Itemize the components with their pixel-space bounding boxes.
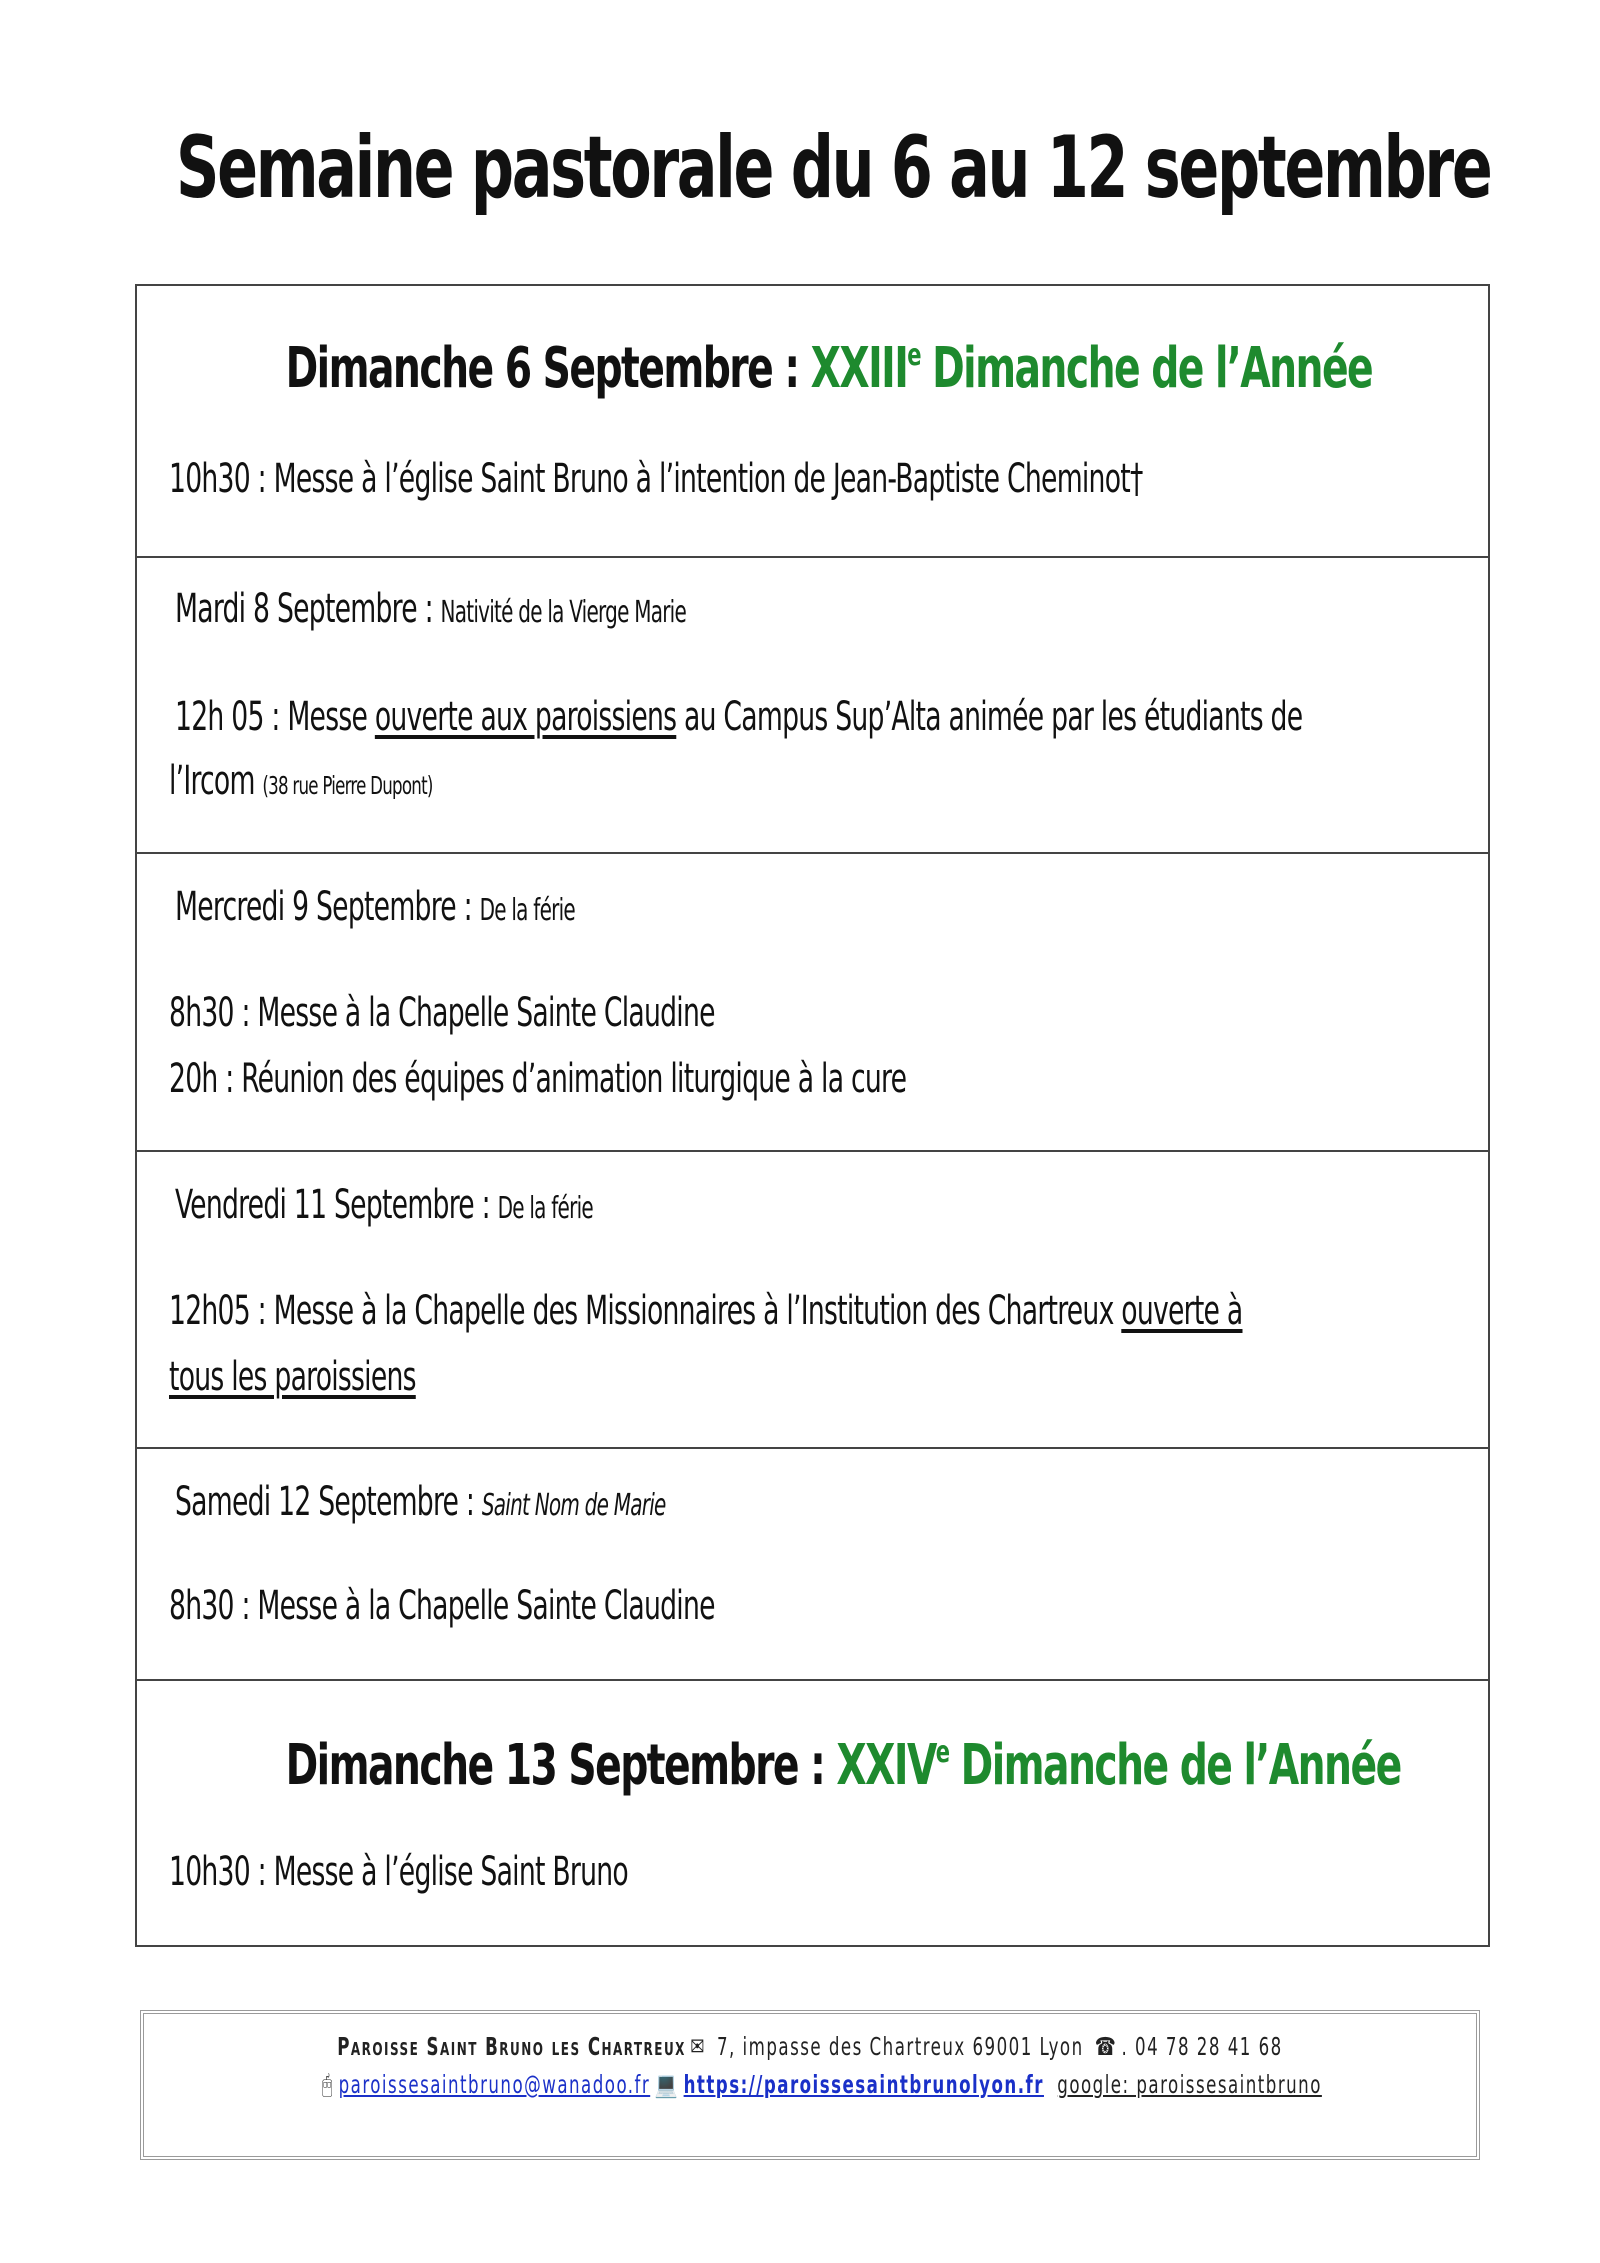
tuesday-8-event-underlined: ouverte aux paroissiens xyxy=(374,694,677,740)
tuesday-8-event xyxy=(175,694,1302,740)
page-title: Semaine pastorale du 6 au 12 septembre xyxy=(176,118,1491,218)
sunday-13-feast-sup: e xyxy=(935,1735,949,1770)
parish-footer xyxy=(140,2010,1480,2160)
email-link[interactable]: paroissesaintbruno@wanadoo.fr xyxy=(338,2070,651,2099)
friday-11-event-start: 12h05 : Messe à la Chapelle des Missionnaires à l’Institution des Chartreux xyxy=(169,1288,1122,1334)
friday-11-event-underlined-1: ouverte à xyxy=(1121,1288,1243,1334)
wednesday-9-heading xyxy=(175,884,575,930)
parish-phone: . 04 78 28 41 68 xyxy=(1121,2032,1283,2061)
section-sunday-13 xyxy=(137,1679,1488,1945)
sunday-13-heading xyxy=(285,1733,1401,1798)
sunday-13-day: Dimanche 13 Septembre : xyxy=(285,1733,837,1798)
section-friday-11 xyxy=(137,1150,1488,1447)
wednesday-9-day: Mercredi 9 Septembre : xyxy=(175,884,480,930)
tuesday-8-event-line2-text: l’Ircom xyxy=(169,758,263,804)
sunday-6-day: Dimanche 6 Septembre : xyxy=(285,336,811,401)
sunday-6-event: 10h30 : Messe à l’église Saint Bruno à l’intention de Jean-Baptiste Cheminot† xyxy=(169,456,1143,502)
sunday-13-feast-text: Dimanche de l’Année xyxy=(948,1733,1401,1798)
mouse-icon: 🖰 xyxy=(321,2070,335,2099)
schedule-table xyxy=(135,284,1490,1947)
footer-line-2 xyxy=(317,2070,1322,2100)
wednesday-9-event-2: 20h : Réunion des équipes d’animation liturgique à la cure xyxy=(169,1056,907,1102)
section-wednesday-9 xyxy=(137,852,1488,1150)
friday-11-event-line2 xyxy=(169,1354,416,1400)
sunday-13-event: 10h30 : Messe à l’église Saint Bruno xyxy=(169,1849,628,1895)
tuesday-8-event-start: 12h 05 : Messe xyxy=(175,694,375,740)
sunday-6-feast-text: Dimanche de l’Année xyxy=(919,336,1373,401)
tuesday-8-heading xyxy=(175,586,686,632)
friday-11-day: Vendredi 11 Septembre : xyxy=(175,1182,498,1228)
tuesday-8-address: (38 rue Pierre Dupont) xyxy=(262,771,433,800)
section-tuesday-8 xyxy=(137,556,1488,852)
friday-11-feast: De la férie xyxy=(497,1191,593,1226)
wednesday-9-feast: De la férie xyxy=(479,893,575,928)
sunday-6-heading xyxy=(285,336,1373,401)
phone-icon: ☎ xyxy=(1094,2032,1118,2061)
footer-line-1 xyxy=(317,2032,1303,2061)
tuesday-8-event-end: au Campus Sup’Alta animée par les étudiants de xyxy=(676,694,1303,740)
section-sunday-6 xyxy=(137,286,1488,556)
sunday-6-feast-sup: e xyxy=(907,338,920,373)
tuesday-8-feast: Nativité de la Vierge Marie xyxy=(440,595,687,630)
computer-icon: 💻 xyxy=(654,2070,680,2099)
saturday-12-event: 8h30 : Messe à la Chapelle Sainte Claudine xyxy=(169,1583,715,1629)
saturday-12-day: Samedi 12 Septembre : xyxy=(175,1479,482,1525)
tuesday-8-event-line2 xyxy=(169,758,433,804)
sunday-6-feast-number: XXIII xyxy=(810,336,908,401)
wednesday-9-event-1: 8h30 : Messe à la Chapelle Sainte Claudine xyxy=(169,990,715,1036)
friday-11-event-underlined-2: tous les paroissiens xyxy=(169,1354,416,1400)
sunday-13-feast xyxy=(836,1733,1400,1798)
section-saturday-12 xyxy=(137,1447,1488,1679)
saturday-12-heading xyxy=(175,1479,666,1525)
friday-11-heading xyxy=(175,1182,593,1228)
google-search-text: google: paroissesaintbruno xyxy=(1057,2070,1322,2099)
friday-11-event xyxy=(169,1288,1242,1334)
tuesday-8-day: Mardi 8 Septembre : xyxy=(175,586,441,632)
sunday-6-feast xyxy=(811,336,1373,401)
sunday-13-feast-number: XXIV xyxy=(836,1733,936,1798)
saturday-12-feast: Saint Nom de Marie xyxy=(481,1488,666,1523)
website-link[interactable]: https://paroissesaintbrunolyon.fr xyxy=(683,2070,1044,2099)
envelope-icon: ✉ xyxy=(690,2032,706,2061)
parish-name: Paroisse Saint Bruno les Chartreux xyxy=(337,2032,686,2061)
parish-address: 7, impasse des Chartreux 69001 Lyon xyxy=(710,2032,1091,2061)
